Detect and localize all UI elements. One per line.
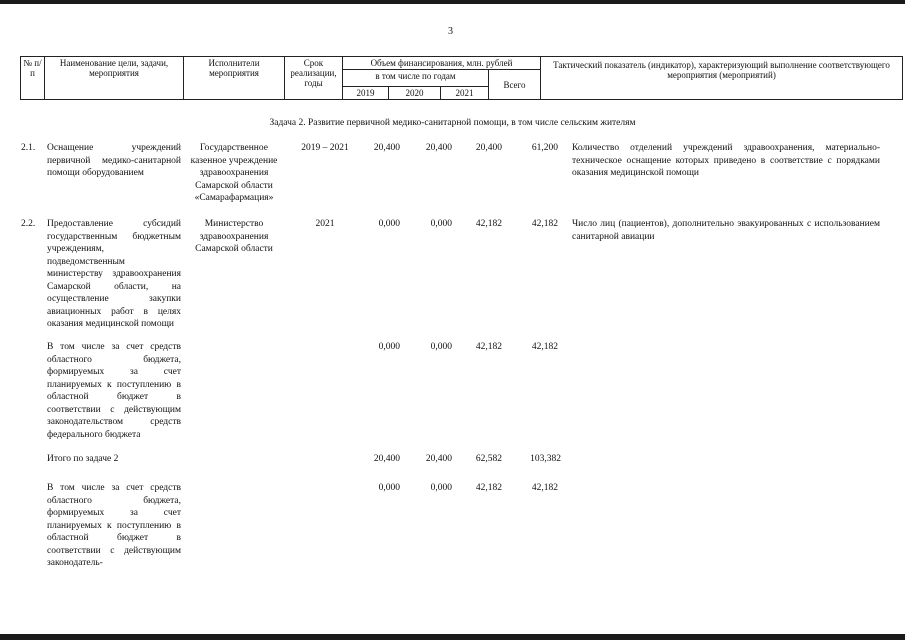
row-executor: Государственное казенное учреждение здравоохранения Самарской области «Самарафармация»: [190, 143, 278, 203]
header-total: Всего: [489, 70, 541, 100]
header-indicator: Тактический показатель (индикатор), характеризующий выполнение соответствующего мероприятия (мероприятий): [541, 57, 903, 100]
row-term: 2019 – 2021: [301, 143, 349, 153]
header-name: Наименование цели, задачи, мероприятия: [45, 57, 184, 100]
row-name: Оснащение учреждений первичной медико-санитарной помощи оборудованием: [47, 143, 181, 178]
header-num: № п/п: [21, 57, 45, 100]
table-header: [20, 56, 903, 100]
row-2021: 62,582: [475, 454, 502, 464]
row-2021: 42,182: [475, 342, 502, 352]
header-by-years: в том числе по годам: [343, 70, 489, 87]
row-total: 103,382: [530, 454, 561, 464]
row-total: 42,182: [531, 483, 558, 493]
row-name: Итого по задаче 2: [47, 454, 119, 464]
top-edge-bar: [0, 0, 905, 4]
row-2019: 20,400: [373, 454, 400, 464]
row-number: 2.2.: [21, 219, 36, 229]
header-executors: Исполнители мероприятия: [184, 57, 285, 100]
row-term: 2021: [315, 219, 335, 229]
row-2019: 0,000: [378, 483, 400, 493]
row-2019: 0,000: [378, 219, 400, 229]
header-funding: Объем финансирования, млн. рублей: [343, 57, 541, 70]
row-name: Предоставление субсидий государственным бюджетным учреждениям, подведомственным министерству здравоохранения Самарской области, на осуществление закупки авиационных работ в целях оказания медицинской помощи: [47, 219, 181, 329]
row-total: 42,182: [531, 342, 558, 352]
row-executor: Министерство здравоохранения Самарской области: [195, 219, 273, 254]
row-2020: 20,400: [425, 143, 452, 153]
row-indicator: Количество отделений учреждений здравоохранения, материально-техническое оснащение которых приведено в соответствие с порядками оказания медицинской помощи: [572, 143, 880, 178]
header-year-2020: 2020: [389, 87, 441, 100]
row-name: В том числе за счет средств областного бюджета, формируемых за счет планируемых к поступлению в областной бюджет в соответствии с действующим законодательством средств федерального бюджета: [47, 342, 181, 440]
row-indicator: Число лиц (пациентов), дополнительно эвакуированных с использованием санитарной авиации: [572, 219, 880, 242]
row-name: В том числе за счет средств областного бюджета, формируемых за счет планируемых к поступлению в областной бюджет в соответствии с действующим законодатель-: [47, 483, 181, 568]
row-2019: 0,000: [378, 342, 400, 352]
bottom-edge-bar: [0, 634, 905, 640]
row-2020: 0,000: [430, 219, 452, 229]
row-total: 61,200: [531, 143, 558, 153]
page-number: 3: [448, 26, 453, 37]
row-total: 42,182: [531, 219, 558, 229]
header-year-2021: 2021: [441, 87, 489, 100]
row-2019: 20,400: [373, 143, 400, 153]
row-2020: 0,000: [430, 342, 452, 352]
row-2021: 42,182: [475, 483, 502, 493]
row-2021: 42,182: [475, 219, 502, 229]
header-term: Срок реализации, годы: [285, 57, 343, 100]
task-title: Задача 2. Развитие первичной медико-санитарной помощи, в том числе сельским жителям: [269, 118, 636, 128]
row-2020: 20,400: [425, 454, 452, 464]
header-year-2019: 2019: [343, 87, 389, 100]
row-2021: 20,400: [475, 143, 502, 153]
row-number: 2.1.: [21, 143, 36, 153]
row-2020: 0,000: [430, 483, 452, 493]
